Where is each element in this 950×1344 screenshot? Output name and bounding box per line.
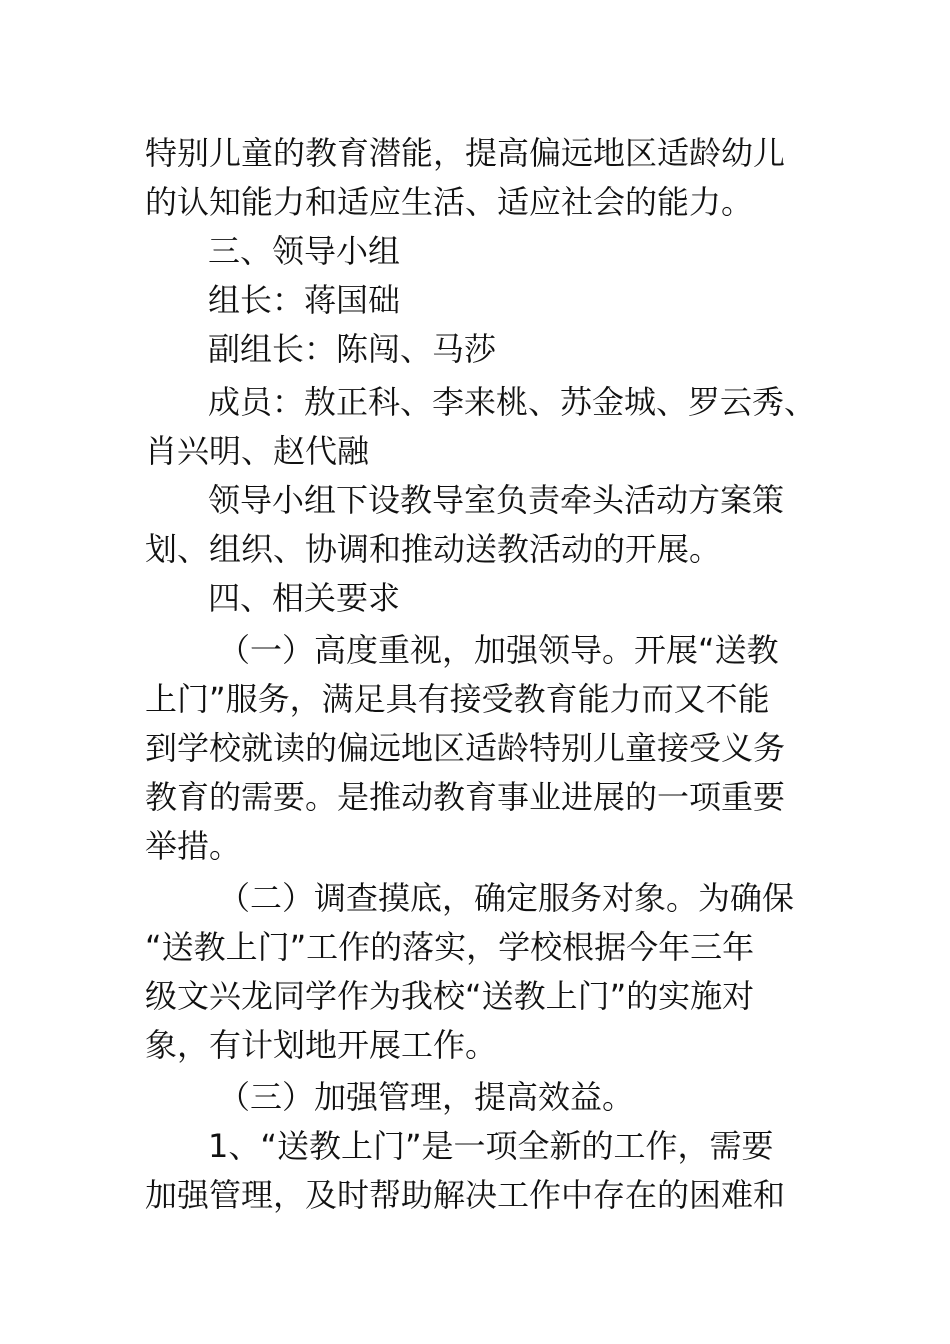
text-line: 到学校就读的偏远地区适龄特别儿童接受义务 (145, 729, 786, 767)
text-line: “送教上门”工作的落实，学校根据今年三年 (145, 928, 755, 966)
text-line: （一）高度重视，加强领导。开展“送教 (218, 631, 779, 669)
text-line: （二）调查摸底，确定服务对象。为确保 (218, 879, 795, 917)
text-line: 象，有计划地开展工作。 (145, 1026, 498, 1064)
text-line: 划、组织、协调和推动送教活动的开展。 (145, 530, 722, 568)
text-line: 领导小组下设教导室负责牵头活动方案策 (208, 481, 785, 519)
text-line: 成员：敖正科、李来桃、苏金城、罗云秀、 (208, 383, 817, 421)
section-heading: 三、领导小组 (208, 232, 401, 270)
text-line: 肖兴明、赵代融 (145, 432, 370, 470)
text-line: 组长：蒋国础 (208, 281, 401, 319)
text-line: 副组长：陈闯、马莎 (208, 330, 497, 368)
text-line: 1、“送教上门”是一项全新的工作，需要 (208, 1127, 774, 1165)
text-line: 上门”服务，满足具有接受教育能力而又不能 (145, 680, 770, 718)
section-heading: 四、相关要求 (208, 579, 401, 617)
text-line: 教育的需要。是推动教育事业进展的一项重要 (145, 778, 786, 816)
text-line: 的认知能力和适应生活、适应社会的能力。 (145, 183, 754, 221)
text-line: 加强管理，及时帮助解决工作中存在的困难和 (145, 1176, 786, 1214)
text-line: 级文兴龙同学作为我校“送教上门”的实施对 (145, 977, 755, 1015)
text-line: （三）加强管理，提高效益。 (218, 1078, 635, 1116)
text-line: 举措。 (145, 827, 242, 865)
text-line: 特别儿童的教育潜能，提高偏远地区适龄幼儿 (145, 134, 786, 172)
